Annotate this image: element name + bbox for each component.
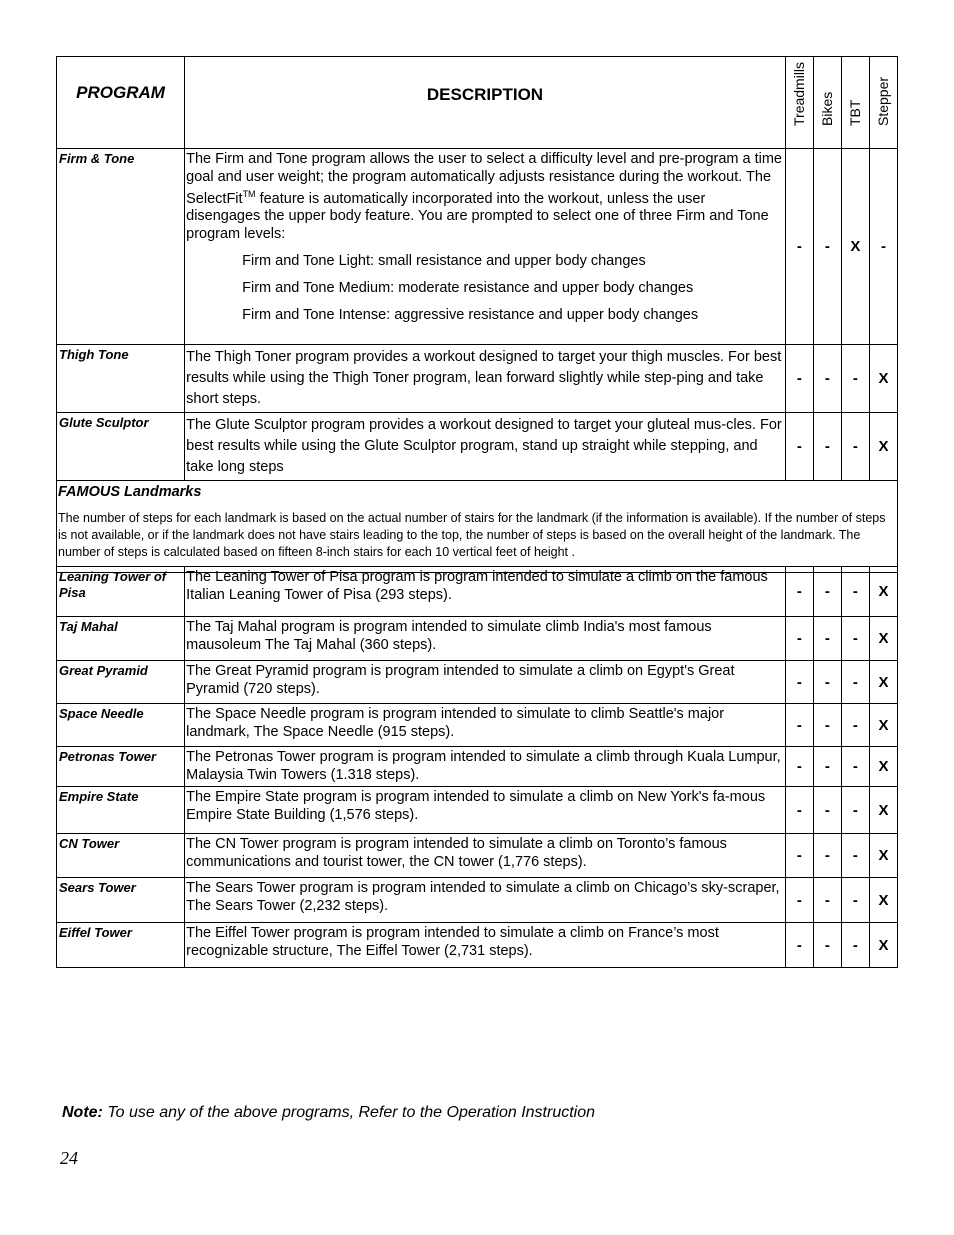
mark-tbt: -: [841, 345, 869, 413]
table-row: [57, 345, 898, 413]
mark-stepper: X: [869, 661, 897, 704]
mark-treadmills: -: [785, 661, 813, 704]
program-description: The Glute Sculptor program provides a workout designed to target your gluteal mus-cles. For best results while using the Glute Sculptor program, stand up straight while stepping, and take long steps: [185, 413, 786, 481]
table-row: [57, 747, 898, 787]
table-row: [57, 704, 898, 747]
table-row: [57, 878, 898, 923]
program-description: The Space Needle program is program intended to simulate to climb Seattle's major landmark, The Space Needle (915 steps).: [185, 704, 786, 747]
landmarks-section: [57, 481, 898, 573]
mark-bikes: -: [813, 704, 841, 747]
mark-treadmills: -: [785, 923, 813, 968]
mark-stepper: X: [869, 787, 897, 834]
mark-bikes: -: [813, 567, 841, 617]
program-description: The Eiffel Tower program is program intended to simulate a climb on France’s most recognizable structure, The Eiffel Tower (2,731 steps).: [185, 923, 786, 968]
mark-treadmills: -: [785, 617, 813, 661]
mark-bikes: -: [813, 878, 841, 923]
mark-bikes: -: [813, 345, 841, 413]
program-description: The Thigh Toner program provides a workout designed to target your thigh muscles. For best results while using the Thigh Toner program, lean forward slightly while step-ping and take short steps.: [185, 345, 786, 413]
mark-tbt: -: [841, 413, 869, 481]
program-name: CN Tower: [57, 834, 185, 878]
program-name: Great Pyramid: [57, 661, 185, 704]
mark-tbt: -: [841, 923, 869, 968]
mark-bikes: -: [813, 149, 841, 345]
table-row: [57, 567, 898, 617]
level-intense: Firm and Tone Intense: aggressive resistance and upper body changes: [242, 307, 699, 324]
mark-stepper: X: [869, 345, 897, 413]
landmarks-title: FAMOUS Landmarks: [58, 484, 202, 500]
mark-bikes: -: [813, 923, 841, 968]
program-description: The Taj Mahal program is program intended to simulate climb India's most famous mausoleum The Taj Mahal (360 steps).: [185, 617, 786, 661]
note-label: Note:: [62, 1104, 103, 1121]
mark-treadmills: -: [785, 834, 813, 878]
program-name: Thigh Tone: [57, 345, 185, 413]
mark-stepper: X: [869, 617, 897, 661]
table-row: [57, 923, 898, 968]
program-description: The Firm and Tone program allows the user to select a difficulty level and pre-program a time goal and user weight; the program automatically adjusts resistance during the workout. The SelectFit™ feature is automatically incorporated into the workout, unless the user disengages the upper body feature. You are prompted to select one of three Firm and Tone program levels: Firm and Tone Light: small resistance and upper body changes Firm and Tone Medium: moderate resistance and upper body changes Firm and Tone Intense: aggressive resistance and upper body changes: [185, 149, 786, 345]
mark-treadmills: -: [785, 413, 813, 481]
landmarks-body: The number of steps for each landmark is based on the actual number of stairs for the landmark (if the information is available). If the number of steps is not available, or if the landmark does not have stairs leading to the top, the number of steps is based on the overall height of the landmark. The number of steps is calculated based on fifteen 8-inch stairs for each 10 vertical feet of height .: [58, 511, 886, 559]
mark-stepper: -: [869, 149, 897, 345]
table-row: [57, 149, 898, 345]
mark-stepper: X: [869, 704, 897, 747]
program-name: Space Needle: [57, 704, 185, 747]
table-row: [57, 834, 898, 878]
mark-bikes: -: [813, 617, 841, 661]
program-description: The Empire State program is program intended to simulate a climb on New York's fa-mous Empire State Building (1,576 steps).: [185, 787, 786, 834]
program-name: Empire State: [57, 787, 185, 834]
program-name: Sears Tower: [57, 878, 185, 923]
mark-treadmills: -: [785, 747, 813, 787]
header-description: DESCRIPTION: [185, 57, 786, 149]
header-tbt: TBT: [841, 57, 869, 149]
mark-tbt: -: [841, 834, 869, 878]
mark-treadmills: -: [785, 878, 813, 923]
program-name: Eiffel Tower: [57, 923, 185, 968]
program-name: Glute Sculptor: [57, 413, 185, 481]
footer-note: [62, 1104, 595, 1122]
landmarks-cell: [57, 481, 898, 573]
program-table: [56, 56, 898, 573]
mark-bikes: -: [813, 413, 841, 481]
mark-bikes: -: [813, 661, 841, 704]
program-description: The Sears Tower program is program intended to simulate a climb on Chicago’s sky-scraper, The Sears Tower (2,232 steps).: [185, 878, 786, 923]
level-light: Firm and Tone Light: small resistance and upper body changes: [242, 253, 646, 270]
table-row: [57, 617, 898, 661]
mark-treadmills: -: [785, 787, 813, 834]
mark-treadmills: -: [785, 567, 813, 617]
header-program: PROGRAM: [57, 57, 185, 149]
header-bikes: Bikes: [813, 57, 841, 149]
mark-tbt: -: [841, 747, 869, 787]
program-name: Firm & Tone: [57, 149, 185, 345]
mark-tbt: -: [841, 704, 869, 747]
landmark-table: [56, 566, 898, 968]
page-number: 24: [60, 1148, 78, 1168]
mark-tbt: -: [841, 617, 869, 661]
mark-bikes: -: [813, 747, 841, 787]
mark-stepper: X: [869, 413, 897, 481]
header-treadmills: Treadmills: [785, 57, 813, 149]
program-description: The Great Pyramid program is program intended to simulate a climb on Egypt's Great Pyramid (720 steps).: [185, 661, 786, 704]
mark-tbt: X: [841, 149, 869, 345]
program-name: Taj Mahal: [57, 617, 185, 661]
level-medium: Firm and Tone Medium: moderate resistance and upper body changes: [242, 280, 694, 297]
mark-stepper: X: [869, 834, 897, 878]
mark-stepper: X: [869, 567, 897, 617]
mark-tbt: -: [841, 661, 869, 704]
mark-tbt: -: [841, 787, 869, 834]
header-row: [57, 57, 898, 149]
note-text: To use any of the above programs, Refer to the Operation Instruction: [102, 1104, 596, 1121]
program-description: The Leaning Tower of Pisa program is program intended to simulate a climb on the famous Italian Leaning Tower of Pisa (293 steps).: [185, 567, 786, 617]
table-row: [57, 661, 898, 704]
mark-stepper: X: [869, 747, 897, 787]
table-row: [57, 787, 898, 834]
mark-tbt: -: [841, 878, 869, 923]
mark-treadmills: -: [785, 149, 813, 345]
header-stepper: Stepper: [869, 57, 897, 149]
mark-bikes: -: [813, 787, 841, 834]
program-description: The CN Tower program is program intended to simulate a climb on Toronto’s famous communications and tourist tower, the CN tower (1,776 steps).: [185, 834, 786, 878]
mark-treadmills: -: [785, 704, 813, 747]
program-name: Leaning Tower of Pisa: [57, 567, 185, 617]
mark-bikes: -: [813, 834, 841, 878]
mark-tbt: -: [841, 567, 869, 617]
mark-treadmills: -: [785, 345, 813, 413]
program-name: Petronas Tower: [57, 747, 185, 787]
table-row: [57, 413, 898, 481]
mark-stepper: X: [869, 878, 897, 923]
program-description: The Petronas Tower program is program intended to simulate a climb through Kuala Lumpur, Malaysia Twin Towers (1.318 steps).: [185, 747, 786, 787]
mark-stepper: X: [869, 923, 897, 968]
